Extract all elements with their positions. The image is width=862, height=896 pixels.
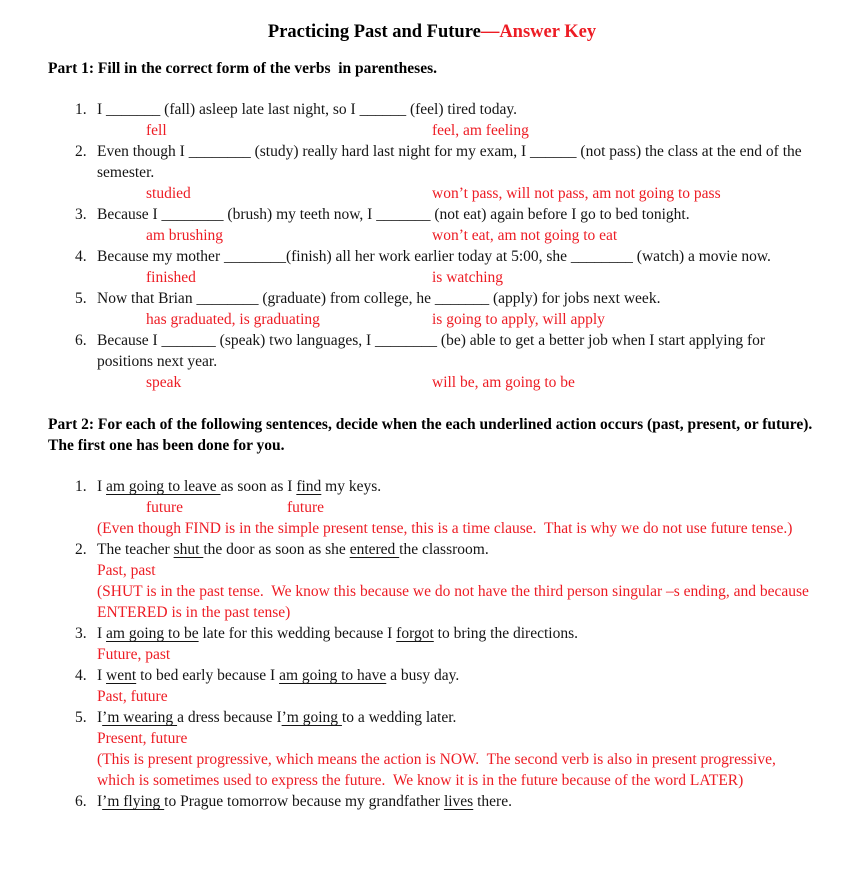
underlined-verb: am going to be <box>106 625 199 642</box>
item-body <box>97 623 816 665</box>
part1-item <box>48 246 816 288</box>
item-body <box>97 246 816 288</box>
question-text <box>97 539 816 560</box>
part2-item <box>48 791 816 812</box>
answer-right: is watching <box>432 269 504 286</box>
text-segment: to bed early because I <box>136 667 280 684</box>
text-segment: to bring the directions. <box>433 625 578 642</box>
item-number: 2. <box>75 143 87 160</box>
answer-row <box>97 497 816 518</box>
part1-item <box>48 204 816 246</box>
title-main: Practicing Past and Future <box>267 22 481 42</box>
underlined-verb: find <box>296 478 322 495</box>
title-answer-key: —Answer Key <box>480 22 597 42</box>
item-number: 5. <box>75 709 87 726</box>
underlined-verb: lives <box>443 793 474 810</box>
answer-label: Future, past <box>97 646 171 663</box>
explanation-note: (Even though FIND is in the simple present tense, this is a time clause. That is why we do not use future tense.) <box>97 520 793 537</box>
item-number: 4. <box>75 667 87 684</box>
item-body <box>97 665 816 707</box>
answer-row <box>97 225 816 246</box>
underlined-verb: ’m wearing <box>102 709 178 726</box>
answer-left: fell <box>146 122 167 139</box>
answer-right: feel, am feeling <box>432 122 529 139</box>
part1-heading: Part 1: Fill in the correct form of the verbs in parentheses. <box>48 60 437 77</box>
answer-row <box>97 120 816 141</box>
underlined-verb: entered <box>349 541 400 558</box>
text-segment: late for this wedding because I <box>198 625 397 642</box>
explanation-note: (This is present progressive, which means the action is NOW. The second verb is also in present progressive, which is sometimes used to express the future. We know it is in the future because of the word LATER) <box>97 751 780 789</box>
underlined-verb: shut <box>173 541 204 558</box>
part2-list <box>48 476 816 812</box>
part1-item <box>48 141 816 204</box>
text-segment: a busy day. <box>386 667 460 684</box>
part2-heading: Part 2: For each of the following sentences, decide when the each underlined action occurs (past, present, or future). The first one has been done for you. <box>48 416 816 454</box>
item-number: 1. <box>75 478 87 495</box>
text-segment: The teacher <box>97 541 174 558</box>
question-text: Because I ________ (brush) my teeth now, I _______ (not eat) again before I go to bed tonight. <box>97 206 690 223</box>
part1-item <box>48 288 816 330</box>
item-number: 1. <box>75 101 87 118</box>
underlined-verb: ’m flying <box>102 793 165 810</box>
item-number: 6. <box>75 332 87 349</box>
answer-row <box>97 372 816 393</box>
answer-row <box>97 183 816 204</box>
answer-row <box>97 309 816 330</box>
text-segment: there. <box>473 793 512 810</box>
answer-right: won’t pass, will not pass, am not going to pass <box>432 185 721 202</box>
item-number: 5. <box>75 290 87 307</box>
text-segment: my keys. <box>321 478 382 495</box>
item-number: 3. <box>75 625 87 642</box>
item-body <box>97 476 816 539</box>
item-number: 6. <box>75 793 87 810</box>
question-text <box>97 623 816 644</box>
question-text: Even though I ________ (study) really hard last night for my exam, I ______ (not pass) the class at the end of the semester. <box>97 143 806 181</box>
item-body <box>97 204 816 246</box>
underlined-verb: am going to leave <box>106 478 221 495</box>
text-segment: to Prague tomorrow because my grandfather <box>164 793 444 810</box>
answer-right: will be, am going to be <box>432 374 575 391</box>
answer-row <box>97 686 816 707</box>
answer-right: is going to apply, will apply <box>432 311 605 328</box>
text-segment: a dress because I <box>177 709 282 726</box>
question-text: Because my mother ________(finish) all her work earlier today at 5:00, she ________ (watch) a movie now. <box>97 248 771 265</box>
underlined-verb: am going to have <box>279 667 387 684</box>
answer-left: finished <box>146 269 196 286</box>
item-body <box>97 791 816 812</box>
text-segment: I <box>97 667 107 684</box>
question-text <box>97 707 816 728</box>
answer-row <box>97 644 816 665</box>
item-body <box>97 707 816 791</box>
answer-left: has graduated, is graduating <box>146 311 320 328</box>
text-segment: as soon as I <box>220 478 297 495</box>
underlined-verb: went <box>106 667 137 684</box>
item-body <box>97 141 816 204</box>
underlined-verb: forgot <box>396 625 434 642</box>
item-number: 4. <box>75 248 87 265</box>
text-segment: the door as soon as she <box>203 541 350 558</box>
page-title <box>48 20 816 44</box>
text-segment: I <box>97 625 107 642</box>
answer-left: am brushing <box>146 227 224 244</box>
explanation-note: (SHUT is in the past tense. We know this because we do not have the third person singular –s ending, and because ENTERED is in the past tense) <box>97 583 813 621</box>
answer-right: won’t eat, am not going to eat <box>432 227 618 244</box>
answer-left: speak <box>146 374 182 391</box>
answer-row <box>97 560 816 581</box>
part2-item <box>48 623 816 665</box>
item-body <box>97 99 816 141</box>
part2-item <box>48 476 816 539</box>
item-body <box>97 539 816 623</box>
text-segment: I <box>97 709 103 726</box>
question-text <box>97 476 816 497</box>
part2-item <box>48 665 816 707</box>
item-number: 3. <box>75 206 87 223</box>
text-segment: the classroom. <box>399 541 489 558</box>
part1-item <box>48 330 816 393</box>
item-number: 2. <box>75 541 87 558</box>
question-text: I _______ (fall) asleep late last night, so I ______ (feel) tired today. <box>97 101 517 118</box>
answer-row <box>97 267 816 288</box>
answer-label: Past, future <box>97 688 168 705</box>
question-text <box>97 665 816 686</box>
part2-item <box>48 707 816 791</box>
question-text <box>97 791 816 812</box>
text-segment: to a wedding later. <box>341 709 457 726</box>
answer-label: future <box>146 499 184 516</box>
part1-list <box>48 99 816 393</box>
question-text: Now that Brian ________ (graduate) from college, he _______ (apply) for jobs next week. <box>97 290 661 307</box>
part1-item <box>48 99 816 141</box>
answer-label: future <box>287 499 325 516</box>
answer-left: studied <box>146 185 191 202</box>
underlined-verb: ’m going <box>281 709 342 726</box>
item-body <box>97 330 816 393</box>
answer-row <box>97 728 816 749</box>
answer-label: Past, past <box>97 562 156 579</box>
text-segment: I <box>97 478 107 495</box>
question-text: Because I _______ (speak) two languages, I ________ (be) able to get a better job when I start applying for positions next year. <box>97 332 769 370</box>
item-body <box>97 288 816 330</box>
part2-item <box>48 539 816 623</box>
answer-label: Present, future <box>97 730 188 747</box>
text-segment: I <box>97 793 103 810</box>
